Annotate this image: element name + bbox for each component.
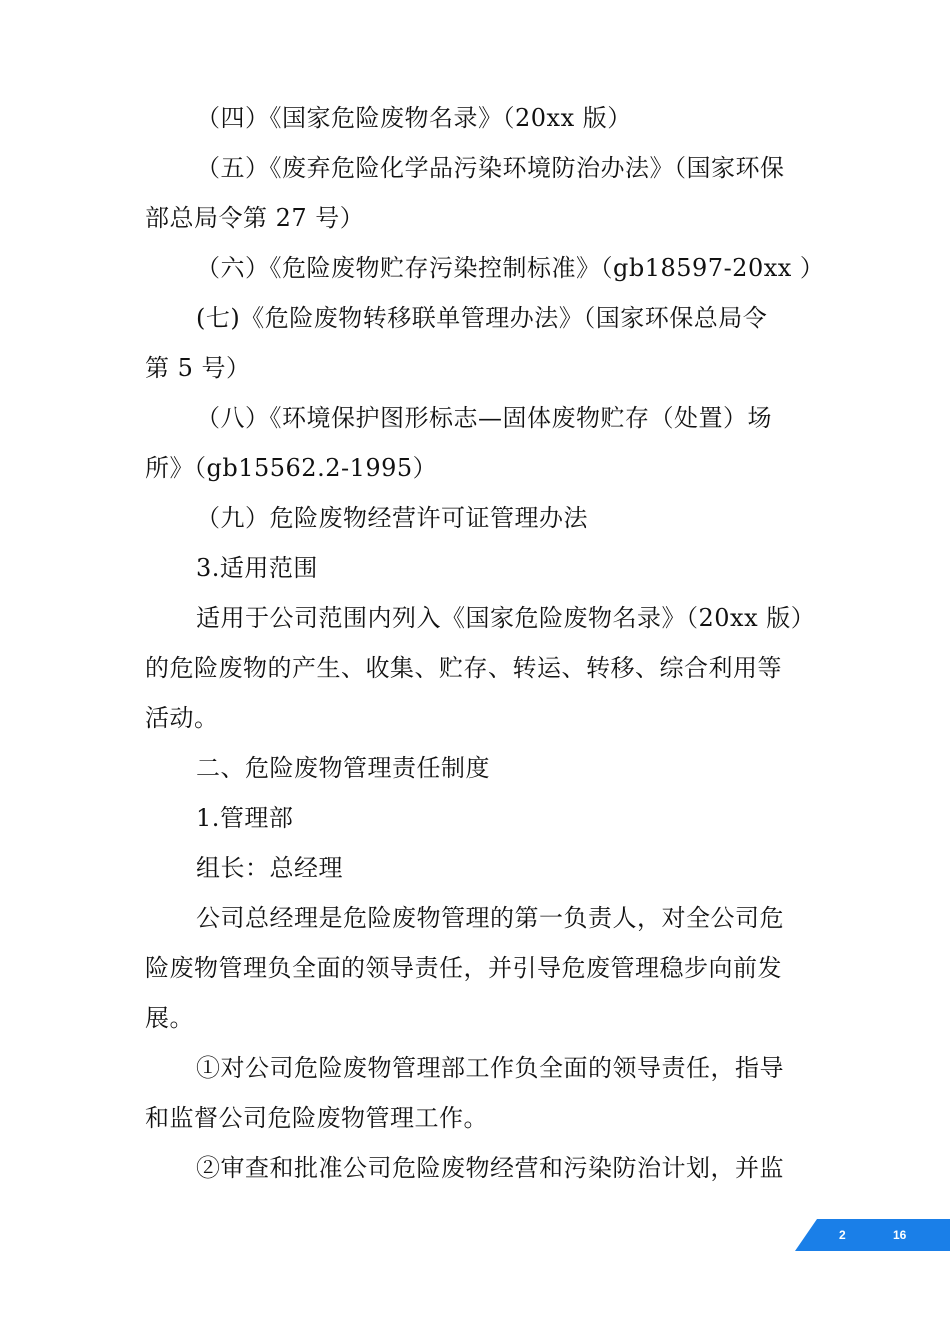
text-line: 适用于公司范围内列入《国家危险废物名录》（20xx 版） xyxy=(196,604,816,632)
text-line: （五）《废弃危险化学品污染环境防治办法》（国家环保 xyxy=(196,154,785,182)
text-line: 的危险废物的产生、收集、贮存、转运、转移、综合利用等 xyxy=(145,654,782,682)
page-number-badge xyxy=(795,1219,950,1251)
text-line: 公司总经理是危险废物管理的第一负责人，对全公司危 xyxy=(196,904,784,932)
current-page-number: 2 xyxy=(839,1228,846,1242)
text-line: 和监督公司危险废物管理工作。 xyxy=(145,1104,488,1132)
text-line: （六）《危险废物贮存污染控制标准》（gb18597-20xx ） xyxy=(196,254,825,282)
text-line: (七)《危险废物转移联单管理办法》（国家环保总局令 xyxy=(196,304,768,332)
section-heading: 1.管理部 xyxy=(196,804,294,832)
text-line: （四）《国家危险废物名录》（20xx 版） xyxy=(196,104,632,132)
text-line: （八）《环境保护图形标志—固体废物贮存（处置）场 xyxy=(196,404,772,432)
text-line: 所》（gb15562.2-1995） xyxy=(145,454,438,482)
text-line: 组长：总经理 xyxy=(196,854,343,882)
text-line: 活动。 xyxy=(145,704,219,732)
text-line: 险废物管理负全面的领导责任，并引导危废管理稳步向前发 xyxy=(145,954,782,982)
text-line: （九）危险废物经营许可证管理办法 xyxy=(196,504,588,532)
section-heading: 二、危险废物管理责任制度 xyxy=(196,754,490,782)
text-line: ①对公司危险废物管理部工作负全面的领导责任，指导 xyxy=(196,1054,784,1082)
total-pages-number: 16 xyxy=(893,1228,907,1242)
text-line: 部总局令第 27 号） xyxy=(145,204,365,232)
text-line: 展。 xyxy=(145,1004,194,1032)
section-heading: 3.适用范围 xyxy=(196,554,318,582)
text-line: 第 5 号） xyxy=(145,354,251,382)
page-badge-shape xyxy=(795,1219,950,1251)
text-line: ②审查和批准公司危险废物经营和污染防治计划，并监 xyxy=(196,1154,784,1182)
